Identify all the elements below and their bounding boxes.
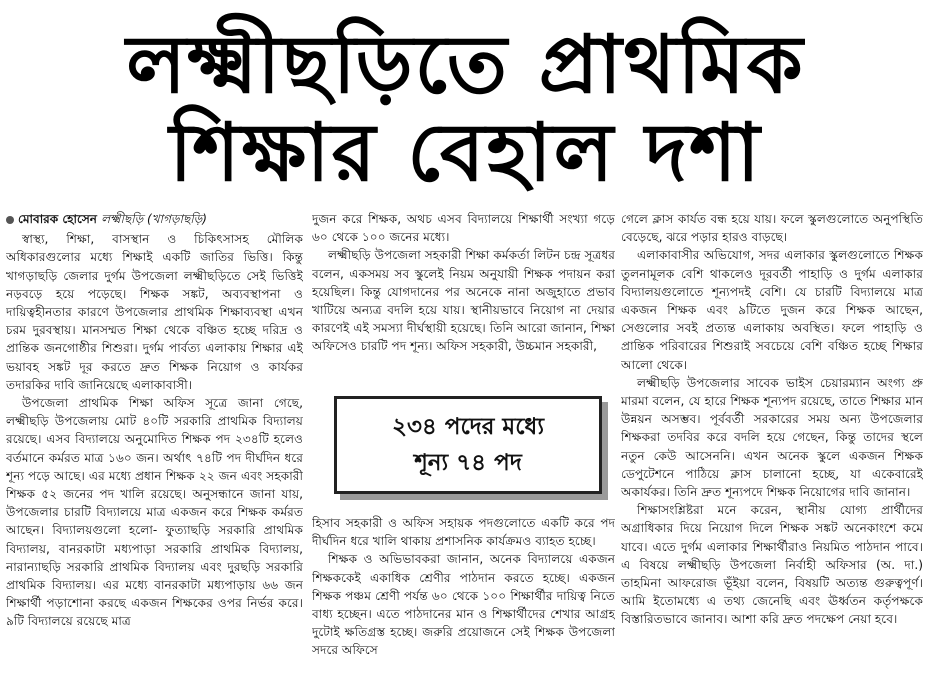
article-column-1 bbox=[6, 210, 303, 689]
paragraph: গেলে ক্লাস কার্যত বন্ধ হয়ে যায়। ফলে স্কুলগুলোতে অনুপস্থিতি বেড়েছে, ঝরে পড়ার হারও বাড়ছে। bbox=[621, 212, 923, 245]
paragraph: এলাকাবাসীর অভিযোগ, সদর এলাকার স্কুলগুলোতে শিক্ষক তুলনামূলক বেশি থাকলেও দূরবর্তী পাহাড়ি ও দুর্গম এলাকার বিদ্যালয়গুলোতে শূন্যপদই বেশি। যে চারটি বিদ্যালয়ে মাত্র একজন শিক্ষক এবং ৯টিতে দুজন করে শিক্ষক আছেন, সেগুলোর সবই প্রত্যন্ত এলাকায় অবস্থিত। ফলে পাহাড়ি ও প্রান্তিক পরিবারের শিশুরাই সবচেয়ে বেশি বঞ্চিত হচ্ছে শিক্ষার আলো থেকে। bbox=[621, 248, 923, 372]
article-column-2 bbox=[312, 210, 615, 689]
byline-author: মোবারক হোসেন bbox=[18, 212, 97, 226]
paragraph: শিক্ষাসংশ্লিষ্টরা মনে করেন, স্থানীয় যোগ্য প্রার্থীদের অগ্রাধিকার দিয়ে নিয়োগ দিলে শিক্ষক সঙ্কট অনেকাংশে কমে যাবে। এতে দুর্গম এলাকার শিক্ষার্থীরাও নিয়মিত পাঠদান পাবে। এ বিষয়ে লক্ষ্মীছড়ি উপজেলা নির্বাহী অফিসার (অ. দা.) তাহমিনা আফরোজ ভূঁইয়া বলেন, বিষয়টি অত্যন্ত গুরুত্বপূর্ণ। আমি ইতোমধ্যে এ তথ্য জেনেছি এবং ঊর্ধ্বতন কর্তৃপক্ষকে বিস্তারিতভাবে জানাব। আশা করি দ্রুত পদক্ষেপ নেয়া হবে। bbox=[621, 503, 923, 627]
headline-line-2: শিক্ষার বেহাল দশা bbox=[169, 106, 762, 199]
paragraph: লক্ষ্মীছড়ি উপজেলার সাবেক ভাইস চেয়ারম্যান অংগ্য প্রু মারমা বলেন, যে হারে শিক্ষক শূন্যপদ রয়েছে, তাতে শিক্ষার মান উন্নয়ন অসম্ভব। পূর্ববর্তী সরকারের সময় অন্য উপজেলার শিক্ষকরা তদবির করে বদলি হয়ে গেছেন, কিন্তু তাদের স্থলে নতুন কেউ আসেননি। এখন অনেক স্কুলে একজন শিক্ষক ডেপুটেশনে পাঠিয়ে ক্লাস চালানো হচ্ছে, যা একেবারেই অকার্যকর। তিনি দ্রুত শূন্যপদে শিক্ষক নিয়োগের দাবি জানান। bbox=[621, 375, 923, 500]
bullet-icon bbox=[6, 216, 14, 224]
byline-location: লক্ষ্মীছড়ি (খাগড়াছড়ি) bbox=[101, 212, 207, 226]
pull-quote-line-1: ২৩৪ পদের মধ্যে bbox=[391, 414, 544, 440]
paragraph: শিক্ষক ও অভিভাবকরা জানান, অনেক বিদ্যালয়ে একজন শিক্ষককেই একাধিক শ্রেণীর পাঠদান করতে হচ্ছে। একজন শিক্ষক পঞ্চম শ্রেণী পর্যন্ত ৬০ থেকে ১০০ শিক্ষার্থীর দায়িত্ব নিতে বাধ্য হচ্ছেন। এতে পাঠদানের মান ও শিক্ষার্থীদের শেখার আগ্রহ দুটোই ক্ষতিগ্রস্ত হচ্ছে। জরুরি প্রয়োজনে সেই শিক্ষক উপজেলা সদরে অফিসে bbox=[312, 552, 615, 658]
pull-quote-line-2: শূন্য ৭৪ পদ bbox=[414, 450, 522, 476]
paragraph: লক্ষ্মীছড়ি উপজেলা সহকারী শিক্ষা কর্মকর্তা লিটন চন্দ্র সূত্রধর বলেন, একসময় সব স্কুলেই নিয়ম অনুযায়ী শিক্ষক পদায়ন করা হয়েছিল। কিন্তু যোগদানের পর অনেকে নানা অজুহাতে প্রভাব খাটিয়ে অন্যত্র বদলি হয়ে যায়। স্থানীয়ভাবে নিয়োগ না দেয়ার কারণেই এই সমস্যা দীর্ঘস্থায়ী হয়েছে। তিনি আরো জানান, শিক্ষা অফিসেও চারটি পদ শূন্য। অফিস সহকারী, উচ্চমান সহকারী, bbox=[312, 248, 615, 354]
column-2-top-text bbox=[312, 210, 615, 384]
article-column-3 bbox=[621, 210, 923, 689]
paragraph: হিসাব সহকারী ও অফিস সহায়ক পদগুলোতে একটি করে পদ দীর্ঘদিন ধরে খালি থাকায় প্রশাসনিক কার্যক্রমও ব্যাহত হচ্ছে। bbox=[312, 516, 615, 549]
paragraph: উপজেলা প্রাথমিক শিক্ষা অফিস সূত্রে জানা গেছে, লক্ষ্মীছড়ি উপজেলায় মোট ৪০টি সরকারি প্রাথমিক বিদ্যালয় রয়েছে। এসব বিদ্যালয়ে অনুমোদিত শিক্ষক পদ ২৩৪টি হলেও বর্তমানে কর্মরত মাত্র ১৬০ জন। অর্থাৎ ৭৪টি পদ দীর্ঘদিন ধরে শূন্য পড়ে আছে। এর মধ্যে প্রধান শিক্ষক ২২ জন এবং সহকারী শিক্ষক ৫২ জনের পদ খালি রয়েছে। অনুসন্ধানে জানা যায়, উপজেলার চারটি বিদ্যালয়ে মাত্র একজন করে শিক্ষক কর্মরত আছেন। বিদ্যালয়গুলো হলো- ফুত্যাছড়ি সরকারি প্রাথমিক বিদ্যালয়, বানরকাটা মধ্যপাড়া সরকারি প্রাথমিক বিদ্যালয়, নারান্যাছড়ি সরকারি প্রাথমিক বিদ্যালয় এবং দুরছড়ি সরকারি প্রাথমিক বিদ্যালয়। এর মধ্যে বানরকাটা মধ্যপাড়ায় ৬৬ জন শিক্ষার্থী পড়াশোনা করছে একজন শিক্ষকের ওপর নির্ভর করে। ৯টি বিদ্যালয়ে রয়েছে মাত্র bbox=[6, 396, 303, 629]
byline bbox=[6, 210, 303, 228]
paragraph: স্বাস্থ্য, শিক্ষা, বাসস্থান ও চিকিৎসাসহ মৌলিক অধিকারগুলোর মধ্যে শিক্ষাই একটি জাতির ভিত্তি। কিন্তু খাগড়াছড়ি জেলার দুর্গম উপজেলা লক্ষ্মীছড়িতে সেই ভিত্তিই নড়বড়ে হয়ে পড়েছে। শিক্ষক সঙ্কট, অব্যবস্থাপনা ও দায়িত্বহীনতার কারণে উপজেলার প্রাথমিক শিক্ষাব্যবস্থা এখন চরম দুরবস্থায়। মানসম্মত শিক্ষা থেকে বঞ্চিত হচ্ছে দরিদ্র ও প্রান্তিক জনগোষ্ঠীর শিশুরা। দুর্গম পার্বত্য এলাকায় শিক্ষার এই ভয়াবহ সঙ্কট দূর করতে দ্রুত শিক্ষক নিয়োগ ও কার্যকর তদারকির দাবি জানিয়েছে এলাকাবাসী। bbox=[6, 232, 303, 392]
pull-quote-box bbox=[334, 396, 602, 494]
headline-line-1: লক্ষ্মীছড়িতে প্রাথমিক bbox=[126, 18, 805, 111]
paragraph: দুজন করে শিক্ষক, অথচ এসব বিদ্যালয়ে শিক্ষার্থী সংখ্যা গড়ে ৬০ থেকে ১০০ জনের মধ্যে। bbox=[312, 212, 615, 245]
column-2-bottom-text bbox=[312, 514, 615, 689]
